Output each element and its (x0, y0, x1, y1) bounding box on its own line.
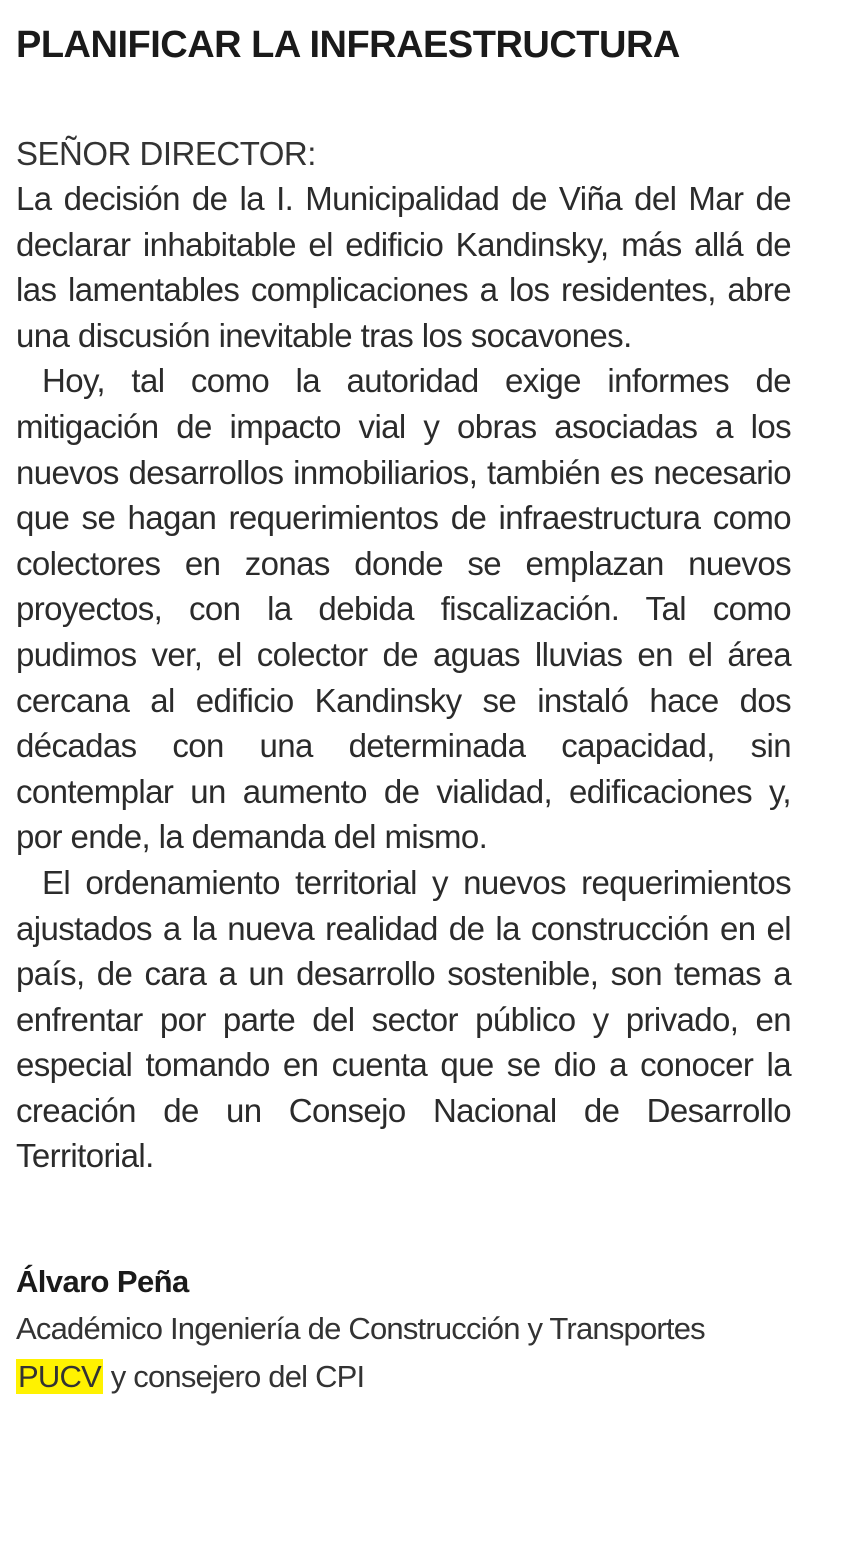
salutation: SEÑOR DIRECTOR: (16, 135, 316, 172)
author-title-line-1: Académico Ingeniería de Construcción y Transportes (16, 1311, 705, 1347)
paragraph-2: Hoy, tal como la autoridad exige informes de mitigación de impacto vial y obras asociadas a los nuevos desarrollos inmobiliarios, también es necesario que se hagan requerimientos de infraestructura como colectores en zonas donde se emplazan nuevos proyectos, con la debida fiscalización. Tal como pudimos ver, el colector de aguas lluvias en el área cercana al edificio Kandinsky se instaló hace dos décadas con una determinada capacidad, sin contemplar un aumento de vialidad, edificaciones y, por ende, la demanda del mismo. (16, 362, 791, 856)
highlighted-text-pucv: PUCV (18, 1359, 101, 1395)
letter-page (16, 0, 791, 1399)
paragraph-1: La decisión de la I. Municipalidad de Viña del Mar de declarar inhabitable el edificio Kandinsky, más allá de las lamentables complicaciones a los residentes, abre una discusión inevitable tras los socavones. (16, 180, 791, 354)
author-title-line-2 (16, 1355, 791, 1399)
author-name: Álvaro Peña (16, 1264, 189, 1300)
headline: PLANIFICAR LA INFRAESTRUCTURA (16, 24, 680, 66)
signature-block (16, 1261, 791, 1399)
author-title-line-2-rest: y consejero del CPI (102, 1359, 365, 1395)
paragraph-3: El ordenamiento territorial y nuevos requerimientos ajustados a la nueva realidad de la construcción en el país, de cara a un desarrollo sostenible, son temas a enfrentar por parte del sector público y privado, en especial tomando en cuenta que se dio a conocer la creación de un Consejo Nacional de Desarrollo Territorial. (16, 863, 791, 1175)
